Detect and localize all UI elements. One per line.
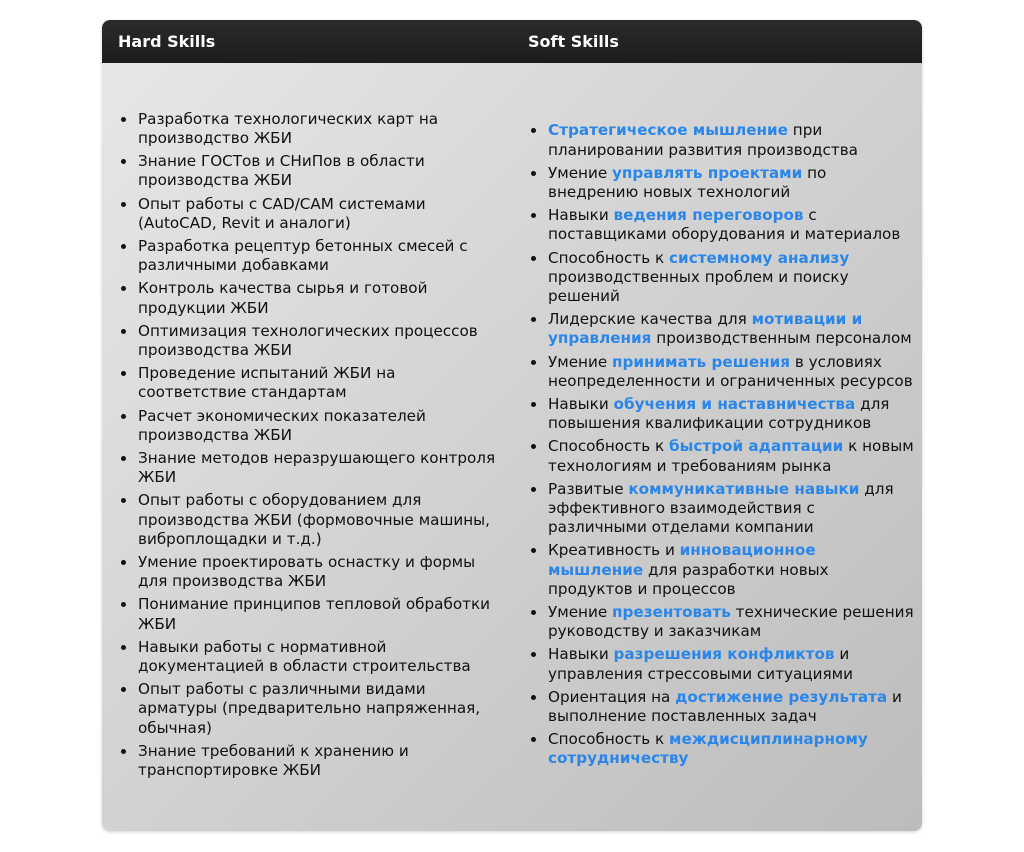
- soft-skill-text-before: Умение: [548, 603, 613, 622]
- hard-skill-item: • Контроль качества сырья и готовой продукции ЖБИ: [137, 279, 506, 317]
- table-body: [102, 63, 922, 831]
- soft-skill-item: [547, 645, 916, 683]
- hard-skill-item: • Опыт работы с оборудованием для производства ЖБИ (формовочные машины, виброплощадки и т.д.): [137, 491, 506, 549]
- soft-skills-list: [530, 121, 916, 772]
- soft-skill-text-after: производственным персоналом: [651, 329, 912, 348]
- soft-skill-text-after: по внедрению новых технологий: [548, 163, 827, 201]
- soft-skill-text-before: Способность к: [548, 437, 670, 456]
- soft-skill-highlight: разрешения конфликтов: [613, 645, 835, 664]
- soft-skill-item: [547, 730, 916, 768]
- soft-skill-text-after: и управления стрессовыми ситуациями: [548, 645, 853, 683]
- hard-skill-item: • Опыт работы с различными видами арматуры (предварительно напряженная, обычная): [137, 680, 506, 738]
- soft-skill-item: [547, 480, 916, 538]
- soft-skill-text-before: Умение: [548, 352, 613, 371]
- hard-skills-column: [102, 63, 512, 831]
- soft-skill-text-after: в условиях неопределенности и ограниченных ресурсов: [548, 352, 913, 390]
- hard-skills-list: [120, 110, 506, 785]
- soft-skill-item: [547, 310, 916, 348]
- soft-skill-highlight: коммуникативные навыки: [628, 479, 860, 498]
- soft-skill-text-after: производственных проблем и поиску решений: [548, 267, 849, 305]
- soft-skill-text-after: для разработки новых продуктов и процессов: [548, 560, 829, 598]
- soft-skill-highlight: ведения переговоров: [613, 206, 804, 225]
- soft-skill-item: [547, 206, 916, 244]
- hard-skills-heading: Hard Skills: [118, 32, 216, 51]
- soft-skill-text-after: для эффективного взаимодействия с различными отделами компании: [548, 479, 894, 537]
- soft-skill-item: [547, 437, 916, 475]
- table-header: [102, 20, 922, 63]
- soft-skills-column: [512, 63, 922, 831]
- hard-skill-item: • Расчет экономических показателей производства ЖБИ: [137, 407, 506, 445]
- soft-skill-highlight: принимать решения: [612, 352, 791, 371]
- soft-skill-highlight: презентовать: [612, 603, 731, 622]
- soft-skills-heading: Soft Skills: [528, 32, 619, 51]
- soft-skill-item: [547, 603, 916, 641]
- soft-skill-text-before: Способность к: [548, 248, 670, 267]
- soft-skill-text-before: Развитые: [548, 479, 629, 498]
- soft-skill-text-after: и выполнение поставленных задач: [548, 687, 902, 726]
- soft-skill-item: [547, 249, 916, 307]
- soft-skill-highlight: мотивации и управления: [548, 310, 863, 348]
- soft-skill-item: [547, 395, 916, 433]
- soft-skill-item: [547, 121, 916, 159]
- hard-skill-item: • Знание ГОСТов и СНиПов в области производства ЖБИ: [137, 152, 506, 190]
- soft-skill-text-after: с поставщиками оборудования и материалов: [548, 206, 901, 244]
- soft-skill-text-before: Умение: [548, 163, 613, 182]
- soft-skill-highlight: обучения и наставничества: [613, 394, 856, 413]
- soft-skill-text-after: при планировании развития производства: [548, 121, 858, 159]
- soft-skill-item: [547, 164, 916, 202]
- soft-skill-text-after: для повышения квалификации сотрудников: [548, 394, 890, 433]
- soft-skill-highlight: быстрой адаптации: [669, 437, 844, 456]
- soft-skill-highlight: инновационное мышление: [548, 541, 816, 579]
- soft-skill-highlight: междисциплинарному сотрудничеству: [548, 730, 868, 768]
- soft-skill-text-before: Ориентация на: [548, 687, 676, 706]
- soft-skill-text-after: технические решения руководству и заказчикам: [548, 603, 914, 641]
- hard-skill-item: • Знание требований к хранению и транспортировке ЖБИ: [137, 742, 506, 780]
- soft-skill-text-before: Способность к: [548, 730, 670, 749]
- soft-skill-item: [547, 353, 916, 391]
- soft-skill-item: [547, 688, 916, 726]
- soft-skill-highlight: Стратегическое мышление: [548, 121, 788, 140]
- hard-skill-item: • Знание методов неразрушающего контроля ЖБИ: [137, 449, 506, 487]
- soft-skill-text-before: Навыки: [548, 394, 614, 413]
- soft-skill-text-before: Навыки: [548, 206, 614, 225]
- hard-skill-item: • Проведение испытаний ЖБИ на соответствие стандартам: [137, 364, 506, 402]
- skills-table: [102, 20, 922, 831]
- hard-skill-item: • Навыки работы с нормативной документацией в области строительства: [137, 638, 506, 676]
- hard-skill-item: • Разработка рецептур бетонных смесей с различными добавками: [137, 237, 506, 275]
- soft-skill-text-before: Лидерские качества для: [548, 310, 752, 329]
- hard-skill-item: • Понимание принципов тепловой обработки ЖБИ: [137, 595, 506, 633]
- hard-skill-item: • Оптимизация технологических процессов производства ЖБИ: [137, 322, 506, 360]
- hard-skill-item: • Разработка технологических карт на производство ЖБИ: [137, 110, 506, 148]
- soft-skill-text-after: к новым технологиям и требованиям рынка: [548, 437, 914, 475]
- hard-skill-item: • Опыт работы с CAD/CAM системами (AutoCAD, Revit и аналоги): [137, 195, 506, 233]
- hard-skill-item: • Умение проектировать оснастку и формы для производства ЖБИ: [137, 553, 506, 591]
- soft-skill-text-before: Навыки: [548, 645, 614, 664]
- soft-skill-highlight: системному анализу: [669, 248, 850, 267]
- soft-skill-item: [547, 541, 916, 599]
- soft-skill-highlight: достижение результата: [675, 687, 888, 706]
- soft-skill-highlight: управлять проектами: [612, 163, 803, 182]
- soft-skill-text-before: Креативность и: [548, 541, 680, 560]
